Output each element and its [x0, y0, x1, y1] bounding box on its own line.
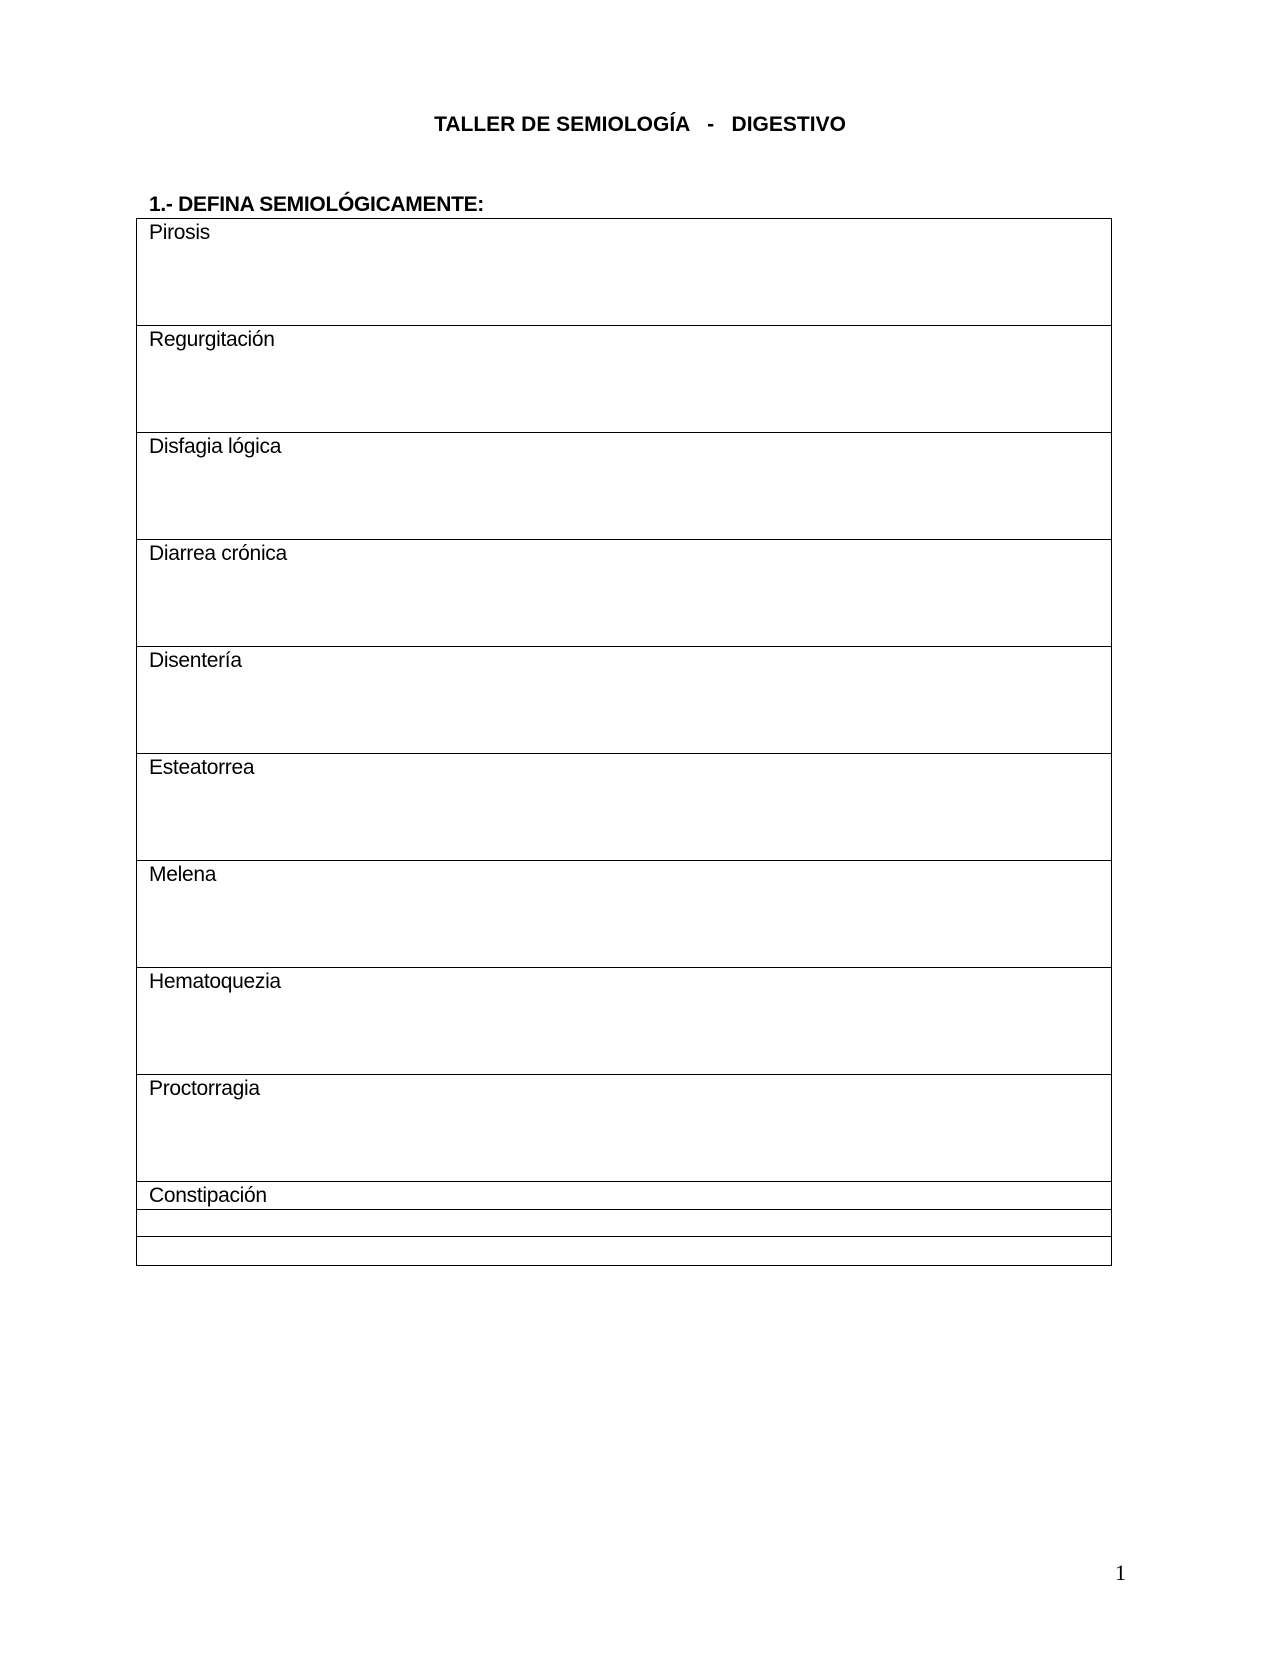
table-row-hematoquezia[interactable] [137, 968, 1111, 1075]
term-label: Melena [149, 863, 217, 886]
page-title: TALLER DE SEMIOLOGÍA - DIGESTIVO [434, 113, 846, 136]
table-row-constipacion[interactable] [137, 1182, 1111, 1210]
definitions-table [136, 218, 1112, 1266]
table-row-regurgitacion[interactable] [137, 326, 1111, 433]
term-label: Disentería [149, 649, 242, 672]
table-row-disfagia[interactable] [137, 433, 1111, 540]
term-label: Esteatorrea [149, 756, 255, 779]
table-row-proctorragia[interactable] [137, 1075, 1111, 1182]
term-label: Constipación [149, 1184, 267, 1207]
table-row-blank[interactable] [137, 1237, 1111, 1265]
term-label: Hematoquezia [149, 970, 281, 993]
page-number: 1 [1115, 1560, 1126, 1585]
term-label: Regurgitación [149, 328, 275, 351]
table-row-melena[interactable] [137, 861, 1111, 968]
term-label: Diarrea crónica [149, 542, 287, 565]
table-row-diarrea[interactable] [137, 540, 1111, 647]
term-label: Proctorragia [149, 1077, 260, 1100]
table-row-pirosis[interactable] [137, 219, 1111, 326]
table-row-blank[interactable] [137, 1210, 1111, 1238]
term-label: Pirosis [149, 221, 210, 244]
table-row-esteatorrea[interactable] [137, 754, 1111, 861]
term-label: Disfagia lógica [149, 435, 282, 458]
table-row-disenteria[interactable] [137, 647, 1111, 754]
section-heading: 1.- DEFINA SEMIOLÓGICAMENTE: [149, 193, 484, 216]
